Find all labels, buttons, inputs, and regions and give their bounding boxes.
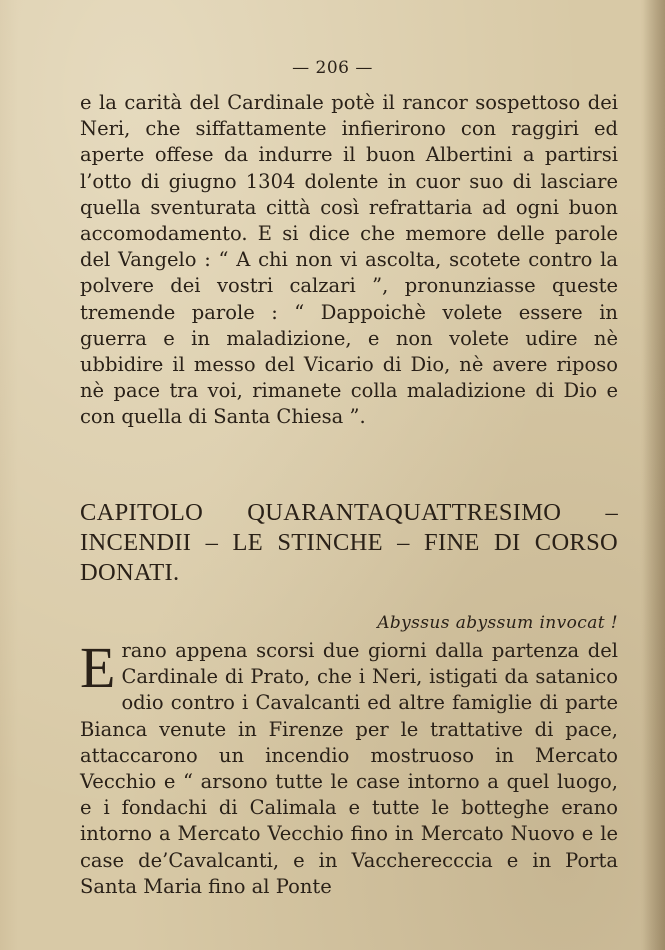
drop-cap: E <box>80 635 116 700</box>
paragraph-1: e la carità del Cardinale potè il rancor sospettoso dei Neri, che siffattamente infierirono con raggiri ed aperte offese da indurre il buon Albertini a partirsi l’otto di giugno 1304 dolente in cuor suo di lasciare quella sventurata città così refrattaria ad ogni buon accomodamento. E si dice che memore delle parole del Vangelo : “ A chi non vi ascolta, scotete contro la polvere dei vostri calzari ”, pronunziasse queste tremende parole : “ Dappoichè volete essere in guerra e in maladizione, e non volete udire nè ubbidire il messo del Vicario di Dio, nè avere riposo nè pace tra voi, rimanete colla maladizione di Dio e con quella di Santa Chiesa ”. <box>80 91 618 429</box>
page-number: — 206 — <box>292 58 373 78</box>
paragraph-2-text: rano appena scorsi due giorni dalla partenza del Cardinale di Prato, che i Neri, istigati da satanico odio contro i Cavalcanti ed altre famiglie di parte Bianca venute in Firenze per le trattative di pace, attaccarono un incendio mostruoso in Mercato Vecchio e “ arsono tutte le case intorno a quel luogo, e i fondachi di Calimala e tutte le botteghe erano intorno a Mercato Vecchio fino in Mercato Nuovo e le case de’Cavalcanti, e in Vaccherecccia e in Porta Santa Maria fino al Ponte <box>80 639 618 898</box>
chapter-title: CAPITOLO QUARANTAQUATTRESIMO – INCENDII – LE STINCHE – FINE DI CORSO DONATI. <box>80 499 618 586</box>
epigraph: Abyssus abyssum invocat ! <box>377 613 618 633</box>
paragraph-2 <box>80 635 618 900</box>
page-edge-shadow <box>643 0 665 950</box>
